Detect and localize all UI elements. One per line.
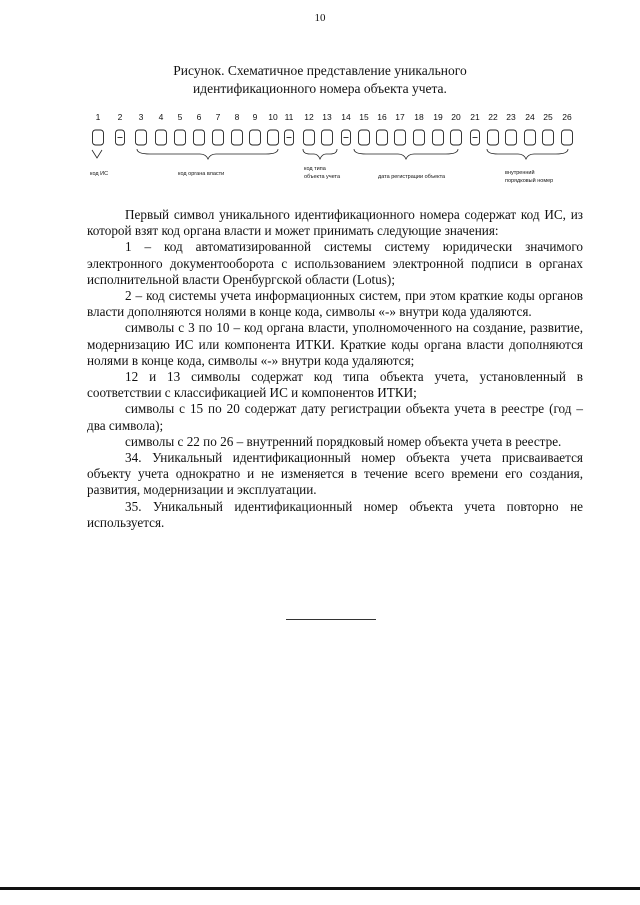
- label-internal-line-1: внутренний: [505, 170, 535, 176]
- brace-authority-code: [137, 149, 278, 159]
- position-number-25: 25: [543, 112, 553, 122]
- position-number-5: 5: [177, 112, 183, 122]
- position-number-10: 10: [268, 112, 278, 122]
- label-type-code-line-2: объекта учета: [304, 174, 341, 180]
- position-number-8: 8: [234, 112, 240, 122]
- char-box-17: [395, 130, 406, 145]
- figure-title-line-2: идентификационного номера объекта учета.: [193, 81, 447, 96]
- paragraph-symbols-22-26: символы с 22 по 26 – внутренний порядковый номер объекта учета в реестре.: [125, 433, 562, 449]
- char-box-3: [136, 130, 147, 145]
- paragraph-code-2: 2 – код системы учета информационных систем, при этом краткие коды органов власти дополняются нолями в конце кода, символы «-» внутри кода удаляются.: [87, 288, 583, 320]
- position-number-21: 21: [470, 112, 480, 122]
- char-box-4: [156, 130, 167, 145]
- position-number-4: 4: [158, 112, 164, 122]
- character-boxes: [93, 130, 573, 145]
- figure-title-line-1: Рисунок. Схематичное представление уникального: [173, 63, 467, 78]
- page-number: 10: [314, 12, 326, 24]
- char-box-8: [232, 130, 243, 145]
- char-box-7: [213, 130, 224, 145]
- paragraph-code-1: 1 – код автоматизированной системы систему юридически значимого электронного документооборота с использованием электронной подписи в органах исполнительной власти Оренбургской области (Lotus);: [87, 239, 583, 287]
- position-number-14: 14: [341, 112, 351, 122]
- label-type-code-line-1: код типа: [304, 166, 326, 172]
- figure-title: [0, 62, 640, 98]
- position-number-6: 6: [196, 112, 202, 122]
- position-number-9: 9: [252, 112, 258, 122]
- position-number-23: 23: [506, 112, 516, 122]
- label-is-code: код ИС: [90, 171, 109, 177]
- position-number-13: 13: [322, 112, 332, 122]
- paragraph-intro: Первый символ уникального идентификационного номера содержат код ИС, из которой взят код органа власти и может принимать следующие значения:: [87, 207, 583, 239]
- position-numbers: [96, 112, 572, 122]
- paragraph-symbols-3-10: символы с 3 по 10 – код органа власти, уполномоченного на создание, развитие, модернизацию ИС или компонента ИТКИ. Краткие коды органа власти дополняются нолями в конце кода, символы «-» внутри кода удаляются;: [87, 320, 583, 368]
- char-box-18: [414, 130, 425, 145]
- brace-internal-number: [487, 149, 568, 159]
- label-authority-code: код органа власти: [178, 171, 225, 177]
- char-box-10: [268, 130, 279, 145]
- position-number-16: 16: [377, 112, 387, 122]
- position-number-26: 26: [562, 112, 572, 122]
- char-box-25: [543, 130, 554, 145]
- brace-reg-date: [354, 149, 458, 159]
- uin-diagram: [0, 108, 640, 188]
- label-reg-date: дата регистрации объекта: [378, 174, 446, 180]
- char-box-12: [304, 130, 315, 145]
- paragraph-symbols-15-20: символы с 15 по 20 содержат дату регистрации объекта учета в реестре (год – два символа);: [87, 401, 583, 433]
- position-number-22: 22: [488, 112, 498, 122]
- brace-is-code: [92, 150, 102, 158]
- paragraph-item-35: 35. Уникальный идентификационный номер объекта учета повторно не используется.: [87, 498, 583, 530]
- position-number-24: 24: [525, 112, 535, 122]
- paragraph-symbols-12-13: 12 и 13 символы содержат код типа объекта учета, установленный в соответствии с классификацией ИС и компонентов ИТКИ;: [87, 369, 583, 401]
- char-box-16: [377, 130, 388, 145]
- position-number-18: 18: [414, 112, 424, 122]
- position-number-3: 3: [138, 112, 144, 122]
- page-bottom-edge: [0, 887, 640, 890]
- char-box-23: [506, 130, 517, 145]
- label-internal-line-2: порядковый номер: [505, 178, 554, 184]
- group-braces: [92, 149, 568, 159]
- char-box-1: [93, 130, 104, 145]
- position-number-11: 11: [284, 112, 294, 122]
- char-box-13: [322, 130, 333, 145]
- paragraph-item-34: 34. Уникальный идентификационный номер объекта учета присваивается объекту учета однократно и не изменяется в течение всего времени его создания, развития, модернизации и эксплуатации.: [87, 450, 583, 498]
- char-box-5: [175, 130, 186, 145]
- position-number-17: 17: [395, 112, 405, 122]
- position-number-19: 19: [433, 112, 443, 122]
- char-box-20: [451, 130, 462, 145]
- char-box-24: [525, 130, 536, 145]
- position-number-12: 12: [304, 112, 314, 122]
- brace-type-code: [303, 149, 337, 159]
- body-text: [87, 207, 583, 531]
- char-box-9: [250, 130, 261, 145]
- char-box-22: [488, 130, 499, 145]
- footer-divider: [286, 619, 376, 620]
- position-number-20: 20: [451, 112, 461, 122]
- position-number-1: 1: [95, 112, 101, 122]
- char-box-15: [359, 130, 370, 145]
- char-box-19: [433, 130, 444, 145]
- char-box-26: [562, 130, 573, 145]
- position-number-7: 7: [215, 112, 221, 122]
- position-number-2: 2: [117, 112, 123, 122]
- position-number-15: 15: [359, 112, 369, 122]
- char-box-6: [194, 130, 205, 145]
